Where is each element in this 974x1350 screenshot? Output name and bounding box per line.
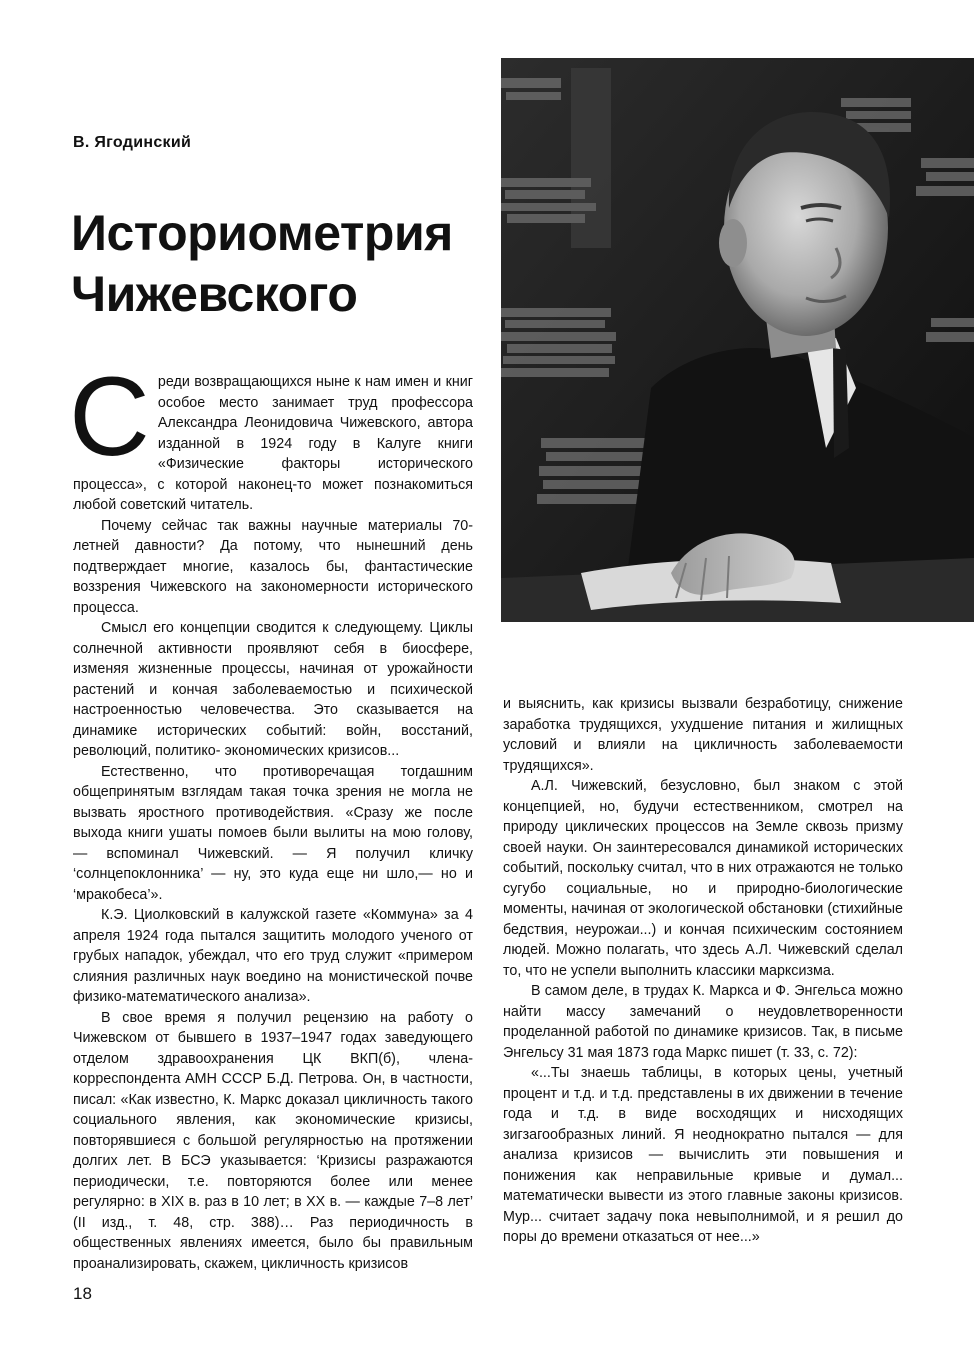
drop-cap: С [69, 354, 150, 479]
paragraph: В свое время я получил рецензию на работу о Чижевском от бывшего в 1937–1947 годах заведующего отделом здравоохранения ЦК ВКП(б), члена-корреспондента АМН СССР Б.Д. Петрова. Он, в частности, писал: «Как известно, К. Маркс доказал цикличность такого социального явления, как экономические кризисы, повторявшиеся с большой регулярностью на протяжении долгих лет. В БСЭ указывается: ‘Кризисы разражаются периодически, т.е. повторяются более или менее регулярно: в XIX в. раз в 10 лет; в XX в. — каждые 7–8 лет’ (II изд., т. 48, стр. 388)… Раз периодичность в общественных явлениях имеется, было бы правильным проанализировать, скажем, цикличность кризисов [73, 1009, 473, 1272]
author-name: В. Ягодинский [73, 134, 192, 151]
paragraph: А.Л. Чижевский, безусловно, был знаком с этой концепцией, но, будучи естественником, смотрел на природу циклических процессов на Земле сквозь призму своей науки. Он заинтересовался динамикой исторических событий, поскольку считал, что в них отражаются не только сугубо социальные, но и природно-биологические моменты, начиная от экологической обстановки (стихийные бедствия, неурожаи...) и кончая психическим состоянием людей. Можно полагать, что здесь А.Л. Чижевский сделал то, что не успели выполнить классики марксизма. [503, 778, 903, 979]
paragraph-text: реди возвращающихся ныне к нам имен и книг особое место занимает труд профессора Александра Леонидовича Чижевского, автора изданной в 1924 году в Калуге книги «Физические факторы исторического процесса», с которой наконец-то может познакомиться любой советский читатель. [73, 374, 473, 513]
quote-paragraph: «...Ты знаешь таблицы, в которых цены, учетный процент и т.д. и т.д. представлены в их движении в течение года и т.д. в виде восходящих и нисходящих зигзагообразных линий. Я неоднократно пытался — для анализа кризисов — вычислить эти повышения и понижения как неправильные кривые и думал... математически вывести из этого главные законы кризисов. Мур... считает задачу пока невыполнимой, и я решил до поры до времени отказаться от нее...» [503, 1065, 903, 1245]
paragraph: К.Э. Циолковский в калужской газете «Коммуна» за 4 апреля 1924 года пытался защитить молодого ученого от грубых нападок, убеждал, что его труд служит «примером слияния различных наук воедино на монистической почве физико-математического анализа». [73, 907, 473, 1005]
paragraph [69, 354, 473, 516]
paragraph: Почему сейчас так важны научные материалы 70-летней давности? Да потому, что нынешний день подтверждает многие, казалось бы, фантастические воззрения Чижевского на закономерности исторического процесса. [73, 517, 473, 616]
title-line-1: Историометрия [71, 205, 453, 261]
right-text-column [503, 694, 903, 1248]
left-text-column [69, 354, 473, 1274]
paragraph: Естественно, что противоречащая тогдашним общепринятым взглядам такая точка зрения не могла не вызвать яростного противодействия. «Сразу же после выхода книги ушаты помоев были вылиты на мою голову, — вспоминал Чижевский. — Я получил кличку ‘солнцепоклонника’ — ну, это куда еще ни шло,— но и ‘мракобеса’». [73, 763, 473, 903]
paragraph: и выяснить, как кризисы вызвали безработицу, снижение заработка трудящихся, ухудшение питания и жилищных условий и влияли на цикличность заболеваемости трудящихся». [503, 696, 903, 774]
article-title [71, 203, 491, 325]
title-line-2: Чижевского [71, 266, 358, 322]
paragraph: Смысл его концепции сводится к следующему. Циклы солнечной активности проявляют себя в биосфере, изменяя жизненные процессы, начиная от урожайности растений и кончая заболеваемостью и психической настроенностью человечества. Это сказывается на динамике исторических событий: войн, восстаний, революций, политико- экономических кризисов... [73, 620, 473, 759]
paragraph: В самом деле, в трудах К. Маркса и Ф. Энгельса можно найти массу замечаний о неудовлетворенности проделанной работой по динамике кризисов. Так, в письме Энгельсу 31 мая 1873 года Маркс пишет (т. 33, с. 72): [503, 983, 903, 1061]
portrait-photo [501, 58, 974, 622]
page-number: 18 [73, 1284, 92, 1303]
